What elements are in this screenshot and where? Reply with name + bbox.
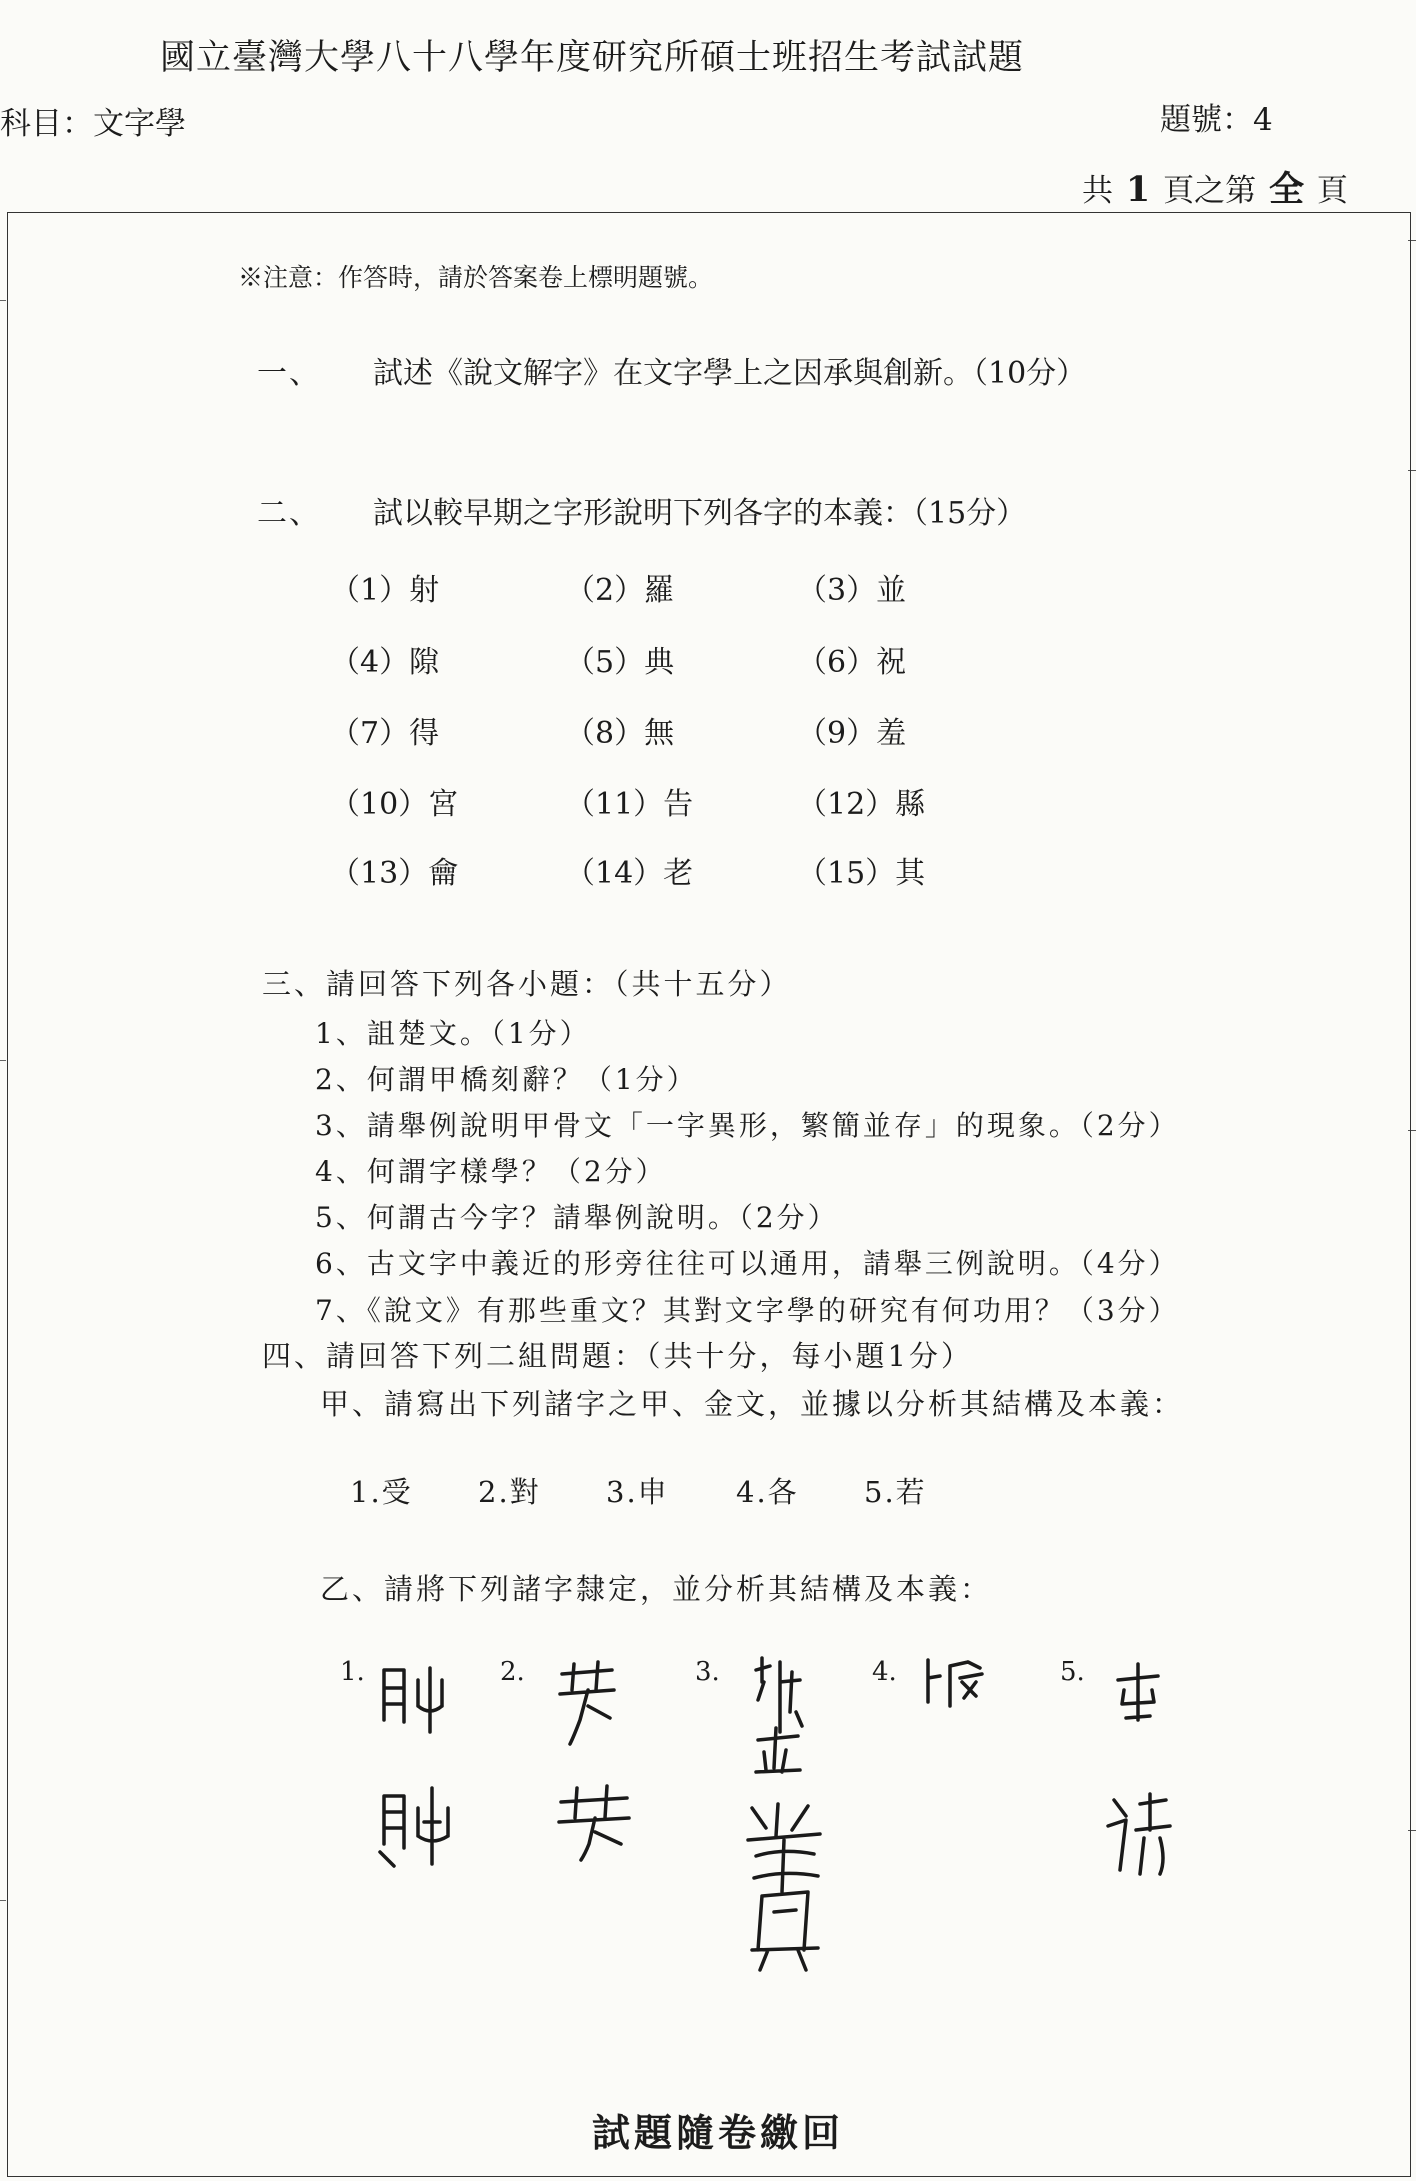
ancient-glyph-2b-icon [555,1782,635,1862]
part-a-char: 5.若 [864,1475,927,1509]
part-b-label: 3. [695,1657,720,1687]
char-item: （3）並 [797,573,907,608]
char-item: （6）祝 [797,645,907,680]
char-item: （12）縣 [797,787,926,822]
page-count [1082,162,1348,212]
ancient-glyph-4-icon [920,1652,990,1722]
section-1-number: 一、 [257,356,321,391]
section-1 [257,348,1086,392]
ancient-glyph-1a-icon [376,1660,456,1740]
char-item: （1）射 [330,573,440,608]
section-4-part-a: 甲、請寫出下列諸字之甲、金文，並據以分析其結構及本義： [320,1387,1185,1421]
pages-total: 1 [1125,169,1151,210]
part-b-label: 1. [340,1657,365,1687]
section-2-text: 試以較早期之字形說明下列各字的本義：（15分） [373,496,1027,531]
char-item: （5）典 [565,645,675,680]
pages-middle: 頁之第 [1163,173,1257,209]
answer-note: ※注意：作答時，請於答案卷上標明題號。 [238,263,714,292]
part-b-label: 4. [872,1657,897,1687]
ancient-glyph-3c-icon [738,1800,828,1980]
char-item: （4）隙 [330,645,440,680]
section-3-item: 7、《說文》有那些重文？其對文字學的研究有何功用？（3分） [315,1294,1180,1327]
section-3-item: 2、何謂甲橋刻辭？（1分） [315,1063,698,1096]
ancient-glyph-2a-icon [552,1660,622,1750]
section-3-item: 6、古文字中義近的形旁往往可以通用，請舉三例說明。（4分） [315,1247,1180,1280]
pages-current: 全 [1268,169,1304,210]
edge-tick [0,300,6,301]
pages-suffix: 頁 [1316,173,1348,209]
char-item: （13）龠 [330,856,459,891]
part-a-char: 4.各 [736,1475,799,1509]
edge-tick [0,1060,6,1061]
section-1-text: 試述《說文解字》在文字學上之因承與創新。（10分） [373,356,1087,391]
part-a-char: 2.對 [478,1475,541,1509]
ancient-glyph-3b-icon [748,1722,808,1782]
pages-prefix: 共 [1082,173,1113,209]
section-3-item: 4、何謂字樣學？（2分） [315,1155,667,1188]
part-a-char: 3.申 [606,1475,669,1509]
question-number: 題號：4 [1160,102,1273,138]
ancient-glyph-5b-icon [1104,1790,1174,1880]
section-2 [257,488,1026,532]
ancient-glyph-5a-icon [1108,1660,1168,1730]
char-item: （8）無 [565,716,675,751]
part-b-label: 2. [500,1657,525,1687]
part-a-char: 1.受 [350,1475,413,1509]
section-4-heading: 四、請回答下列二組問題：（共十分，每小題1分） [262,1339,973,1373]
section-3-item: 5、何謂古今字？請舉例說明。（2分） [315,1201,839,1234]
section-3-item: 3、請舉例說明甲骨文「一字異形，繁簡並存」的現象。（2分） [315,1109,1180,1142]
char-item: （7）得 [330,716,440,751]
char-item: （10）宮 [330,787,459,822]
section-4-part-b: 乙、請將下列諸字隸定，並分析其結構及本義： [320,1572,993,1606]
section-3-heading: 三、請回答下列各小題：（共十五分） [262,967,792,1001]
char-item: （9）羞 [797,716,907,751]
return-notice: 試題隨卷繳回 [592,2110,845,2155]
char-item: （15）其 [797,856,926,891]
subject-label: 科目：文字學 [0,106,186,142]
exam-title: 國立臺灣大學八十八學年度研究所碩士班招生考試試題 [160,38,1025,78]
section-2-number: 二、 [257,496,321,531]
section-3-item: 1、詛楚文。（1分） [315,1017,591,1050]
part-b-label: 5. [1060,1657,1085,1687]
char-item: （11）告 [565,787,694,822]
ancient-glyph-1b-icon [376,1782,466,1872]
char-item: （14）老 [565,856,694,891]
edge-tick [0,1900,6,1901]
char-item: （2）羅 [565,573,675,608]
